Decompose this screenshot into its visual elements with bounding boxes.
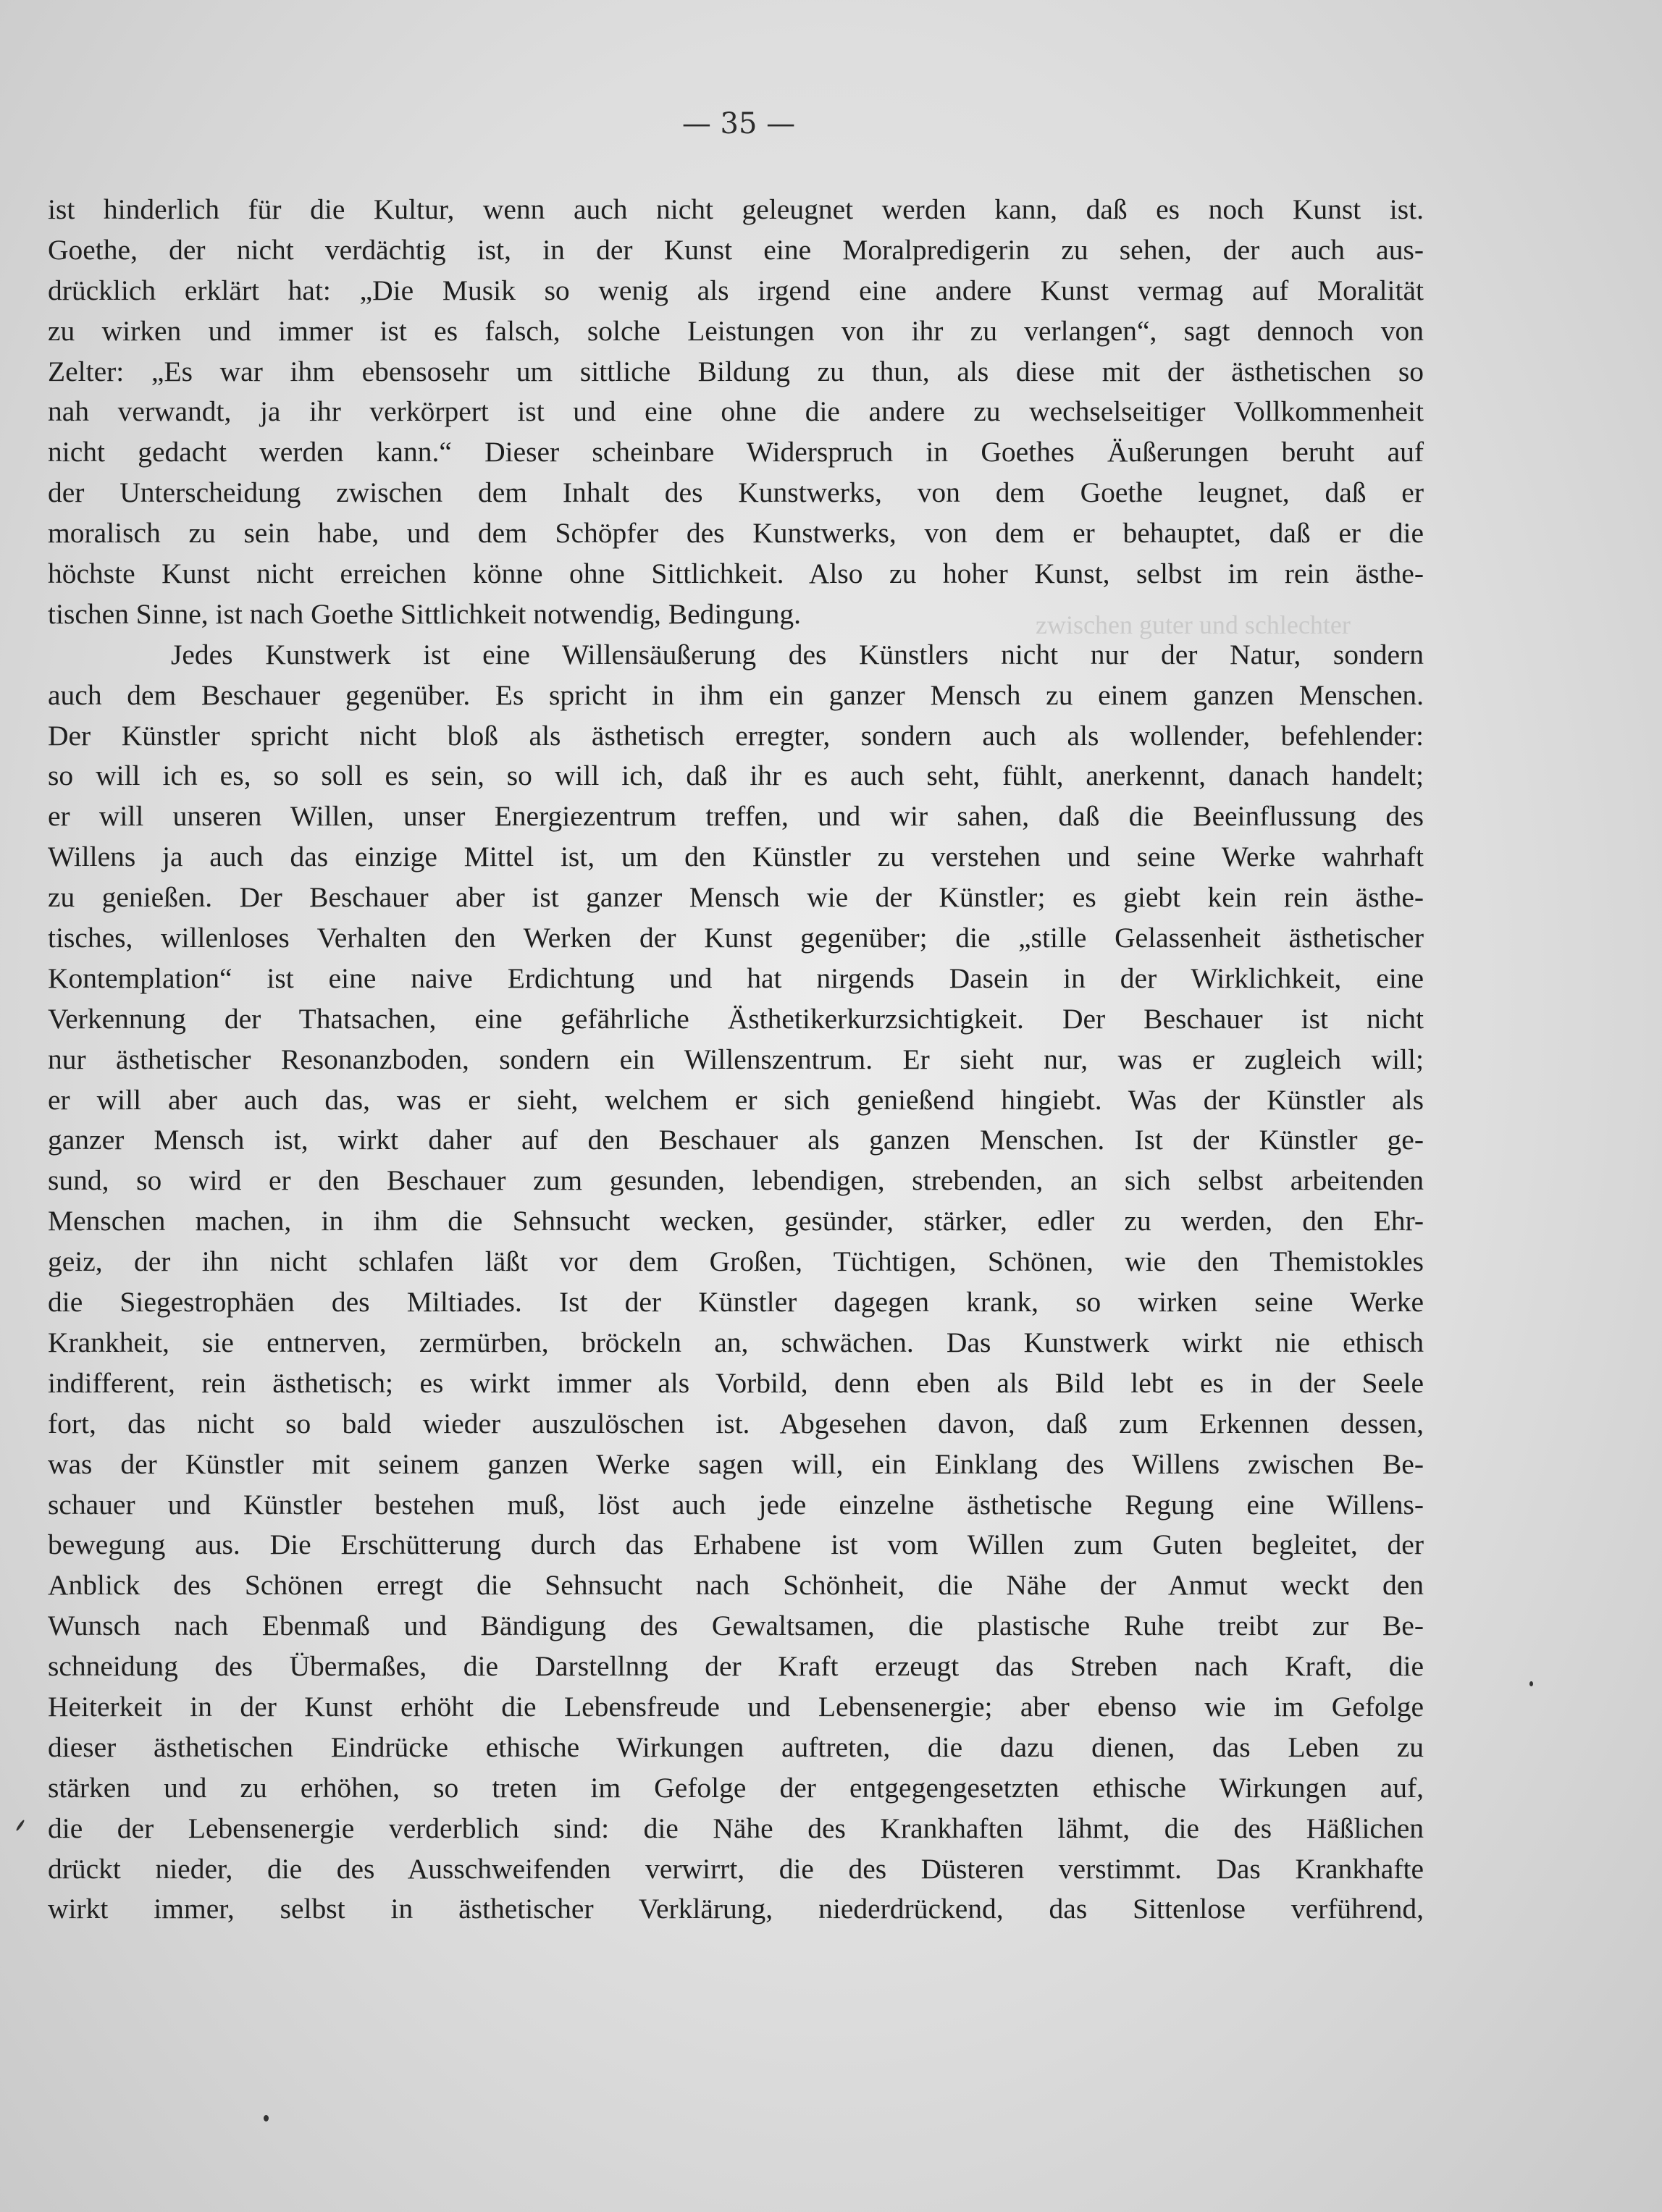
text-line (48, 1930, 1424, 1970)
text-line: drückt nieder, die des Ausschweifenden verwirrt, die des Düsteren verstimmt. Das Krankhafte (48, 1852, 1424, 1885)
text-line: nur ästhetischer Resonanzboden, sondern ein Willenszentrum. Er sieht nur, was er zugleich will; (48, 1043, 1424, 1075)
text-line: Menschen machen, in ihm die Sehnsucht wecken, gesünder, stärker, edler zu werden, den Ehr- (48, 1205, 1424, 1237)
text-line: er will aber auch das, was er sieht, welchem er sich genießend hingiebt. Was der Künstler als (48, 1083, 1424, 1116)
scan-speck (264, 2115, 269, 2121)
text-line: tischen Sinne, ist nach Goethe Sittlichkeit notwendig, Bedingung. (48, 597, 802, 630)
text-line: schauer und Künstler bestehen muß, löst auch jede einzelne ästhetische Regung eine Willens- (48, 1488, 1424, 1521)
text-line: nicht gedacht werden kann.“ Dieser scheinbare Widerspruch in Goethes Äußerungen beruht auf (48, 436, 1424, 468)
text-line: was der Künstler mit seinem ganzen Werke sagen will, ein Einklang des Willens zwischen Be- (48, 1447, 1424, 1480)
text-line: dieser ästhetischen Eindrücke ethische Wirkungen auftreten, die dazu dienen, das Leben zu (48, 1731, 1424, 1763)
text-line: sund, so wird er den Beschauer zum gesunden, lebendigen, strebenden, an sich selbst arbeitenden (48, 1164, 1424, 1197)
text-line: Verkennung der Thatsachen, eine gefährliche Ästhetikerkurzsichtigkeit. Der Beschauer ist nicht (48, 1002, 1424, 1035)
page-number: — 35 — (681, 107, 796, 140)
text-line: tisches, willenloses Verhalten den Werken der Kunst gegenüber; die „stille Gelassenheit ästhetischer (48, 922, 1424, 954)
text-line: Willens ja auch das einzige Mittel ist, um den Künstler zu verstehen und seine Werke wahrhaft (48, 841, 1424, 873)
text-line: er will unseren Willen, unser Energiezentrum treffen, und wir sahen, daß die Beeinflussung des (48, 800, 1424, 833)
scan-speck (15, 1819, 25, 1831)
text-line: auch dem Beschauer gegenüber. Es spricht in ihm ein ganzer Mensch zu einem ganzen Menschen. (48, 678, 1424, 711)
text-line: Goethe, der nicht verdächtig ist, in der Kunst eine Moralpredigerin zu sehen, der auch aus- (48, 233, 1424, 266)
text-line: zu wirken und immer ist es falsch, solche Leistungen von ihr zu verlangen“, sagt dennoch von (48, 314, 1424, 347)
text-line: Jedes Kunstwerk ist eine Willensäußerung des Künstlers nicht nur der Natur, sondern (171, 638, 1424, 670)
text-line: Der Künstler spricht nicht bloß als ästhetisch erregter, sondern auch als wollender, befehlender: (48, 719, 1424, 752)
text-line: Zelter: „Es war ihm ebensosehr um sittliche Bildung zu thun, als diese mit der ästhetischen so (48, 355, 1424, 387)
text-line: moralisch zu sein habe, und dem Schöpfer des Kunstwerks, von dem er behauptet, daß er die (48, 517, 1424, 550)
text-line: höchste Kunst nicht erreichen könne ohne Sittlichkeit. Also zu hoher Kunst, selbst im rein ästhe- (48, 558, 1424, 590)
text-line: Wunsch nach Ebenmaß und Bändigung des Gewaltsamen, die plastische Ruhe treibt zur Be- (48, 1610, 1424, 1642)
text-line: Kontemplation“ ist eine naive Erdichtung und hat nirgends Dasein in der Wirklichkeit, eine (48, 962, 1424, 994)
text-line: die Siegestrophäen des Miltiades. Ist der Künstler dagegen krank, so wirken seine Werke (48, 1286, 1424, 1319)
show-through-text: zwischen guter und schlechter (1036, 610, 1351, 639)
text-line: Anblick des Schönen erregt die Sehnsucht nach Schönheit, die Nähe der Anmut weckt den (48, 1569, 1424, 1602)
text-line: die der Lebensenergie verderblich sind: die Nähe des Krankhaften lähmt, die des Häßlichen (48, 1812, 1424, 1844)
text-line: bewegung aus. Die Erschütterung durch das Erhabene ist vom Willen zum Guten begleitet, der (48, 1528, 1424, 1561)
text-line: ist hinderlich für die Kultur, wenn auch nicht geleugnet werden kann, daß es noch Kunst ist. (48, 193, 1424, 225)
text-line: stärken und zu erhöhen, so treten im Gefolge der entgegengesetzten ethische Wirkungen auf, (48, 1771, 1424, 1804)
text-line: zu genießen. Der Beschauer aber ist ganzer Mensch wie der Künstler; es giebt kein rein ästhe- (48, 881, 1424, 914)
text-line: wirkt immer, selbst in ästhetischer Verklärung, niederdrückend, das Sittenlose verführend, (48, 1893, 1424, 1925)
text-line: geiz, der ihn nicht schlafen läßt vor dem Großen, Tüchtigen, Schönen, wie den Themistokles (48, 1245, 1424, 1278)
text-line: ganzer Mensch ist, wirkt daher auf den Beschauer als ganzen Menschen. Ist der Künstler ge- (48, 1124, 1424, 1156)
text-line: nah verwandt, ja ihr verkörpert ist und eine ohne die andere zu wechselseitiger Vollkommenheit (48, 395, 1424, 428)
text-line: drücklich erklärt hat: „Die Musik so wenig als irgend eine andere Kunst vermag auf Moralität (48, 274, 1424, 306)
text-line: fort, das nicht so bald wieder auszulöschen ist. Abgesehen davon, daß zum Erkennen dessen, (48, 1407, 1424, 1439)
text-line: der Unterscheidung zwischen dem Inhalt des Kunstwerks, von dem Goethe leugnet, daß er (48, 476, 1424, 509)
text-line: Krankheit, sie entnerven, zermürben, bröckeln an, schwächen. Das Kunstwerk wirkt nie ethisch (48, 1326, 1424, 1358)
text-line: indifferent, rein ästhetisch; es wirkt immer als Vorbild, denn eben als Bild lebt es in der Seele (48, 1366, 1424, 1399)
text-line: so will ich es, so soll es sein, so will ich, daß ihr es auch seht, fühlt, anerkennt, danach handelt; (48, 760, 1424, 792)
text-line: Heiterkeit in der Kunst erhöht die Lebensfreude und Lebensenergie; aber ebenso wie im Gefolge (48, 1690, 1424, 1723)
scan-speck (1529, 1681, 1533, 1686)
body-text (48, 190, 1424, 1970)
text-line: schneidung des Übermaßes, die Darstellnng der Kraft erzeugt das Streben nach Kraft, die (48, 1650, 1424, 1683)
